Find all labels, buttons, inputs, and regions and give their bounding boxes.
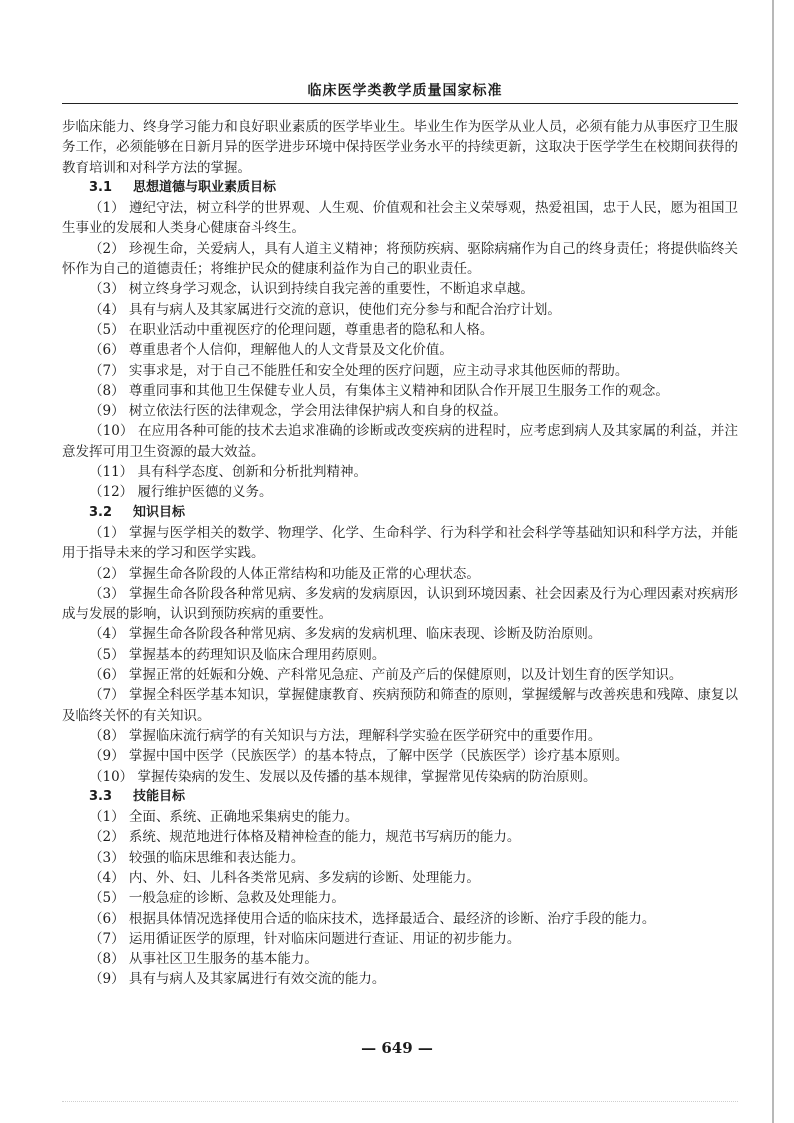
list-item: （3） 掌握生命各阶段各种常见病、多发病的发病原因，认识到环境因素、社会因素及行为心理因素对疾病形成与发展的影响，认识到预防疾病的重要性。 [62, 585, 738, 623]
list-item: （6） 掌握正常的妊娠和分娩、产科常见急症、产前及产后的保健原则，以及计划生育的医学知识。 [89, 667, 683, 684]
list-item: （12） 履行维护医德的义务。 [89, 484, 273, 501]
list-item: （8） 掌握临床流行病学的有关知识与方法，理解科学实验在医学研究中的重要作用。 [89, 727, 602, 744]
list-item: （9） 树立依法行医的法律观念，学会用法律保护病人和自身的权益。 [89, 403, 507, 420]
list-item: （1） 遵纪守法，树立科学的世界观、人生观、价值观和社会主义荣辱观，热爱祖国，忠于人民，愿为祖国卫生事业的发展和人类身心健康奋斗终生。 [62, 200, 738, 237]
section-title: 技能目标 [133, 788, 186, 804]
section-heading [62, 178, 738, 198]
list-item: （3） 较强的临床思维和表达能力。 [89, 849, 305, 866]
list-item: （7） 实事求是，对于自己不能胜任和安全处理的医疗问题，应主动寻求其他医师的帮助。 [89, 362, 629, 379]
list-item: （6） 根据具体情况选择使用合适的临床技术，选择最适合、最经济的诊断、治疗手段的能力。 [89, 910, 656, 927]
footer-scan-rule [62, 1101, 738, 1102]
list-item: （2） 系统、规范地进行体格及精神检查的能力，规范书写病历的能力。 [89, 829, 521, 846]
running-header: 临床医学类教学质量国家标准 [307, 83, 503, 99]
section-heading [62, 503, 738, 523]
section-number: 3.1 [89, 179, 113, 195]
list-item: （8） 从事社区卫生服务的基本能力。 [89, 951, 318, 968]
list-item: （5） 一般急症的诊断、急救及处理能力。 [89, 890, 345, 907]
list-item: （8） 尊重同事和其他卫生保健专业人员，有集体主义精神和团队合作开展卫生服务工作的观念。 [89, 382, 669, 399]
section-title: 知识目标 [133, 504, 186, 520]
section-number: 3.2 [89, 504, 113, 520]
list-item: （5） 在职业活动中重视医疗的伦理问题，尊重患者的隐私和人格。 [89, 321, 494, 338]
list-item: （4） 掌握生命各阶段各种常见病、多发病的发病机理、临床表现、诊断及防治原则。 [89, 626, 602, 643]
list-item: （5） 掌握基本的药理知识及临床合理用药原则。 [89, 646, 386, 663]
list-item: （2） 珍视生命，关爱病人，具有人道主义精神；将预防疾病、驱除病痛作为自己的终身责任；将提供临终关怀作为自己的道德责任；将维护民众的健康利益作为自己的职业责任。 [62, 240, 738, 278]
list-item: （11） 具有科学态度、创新和分析批判精神。 [89, 464, 367, 481]
section-heading [62, 787, 738, 807]
list-item: （10） 在应用各种可能的技术去追求准确的诊断或改变疾病的进程时，应考虑到病人及其家属的利益，并注意发挥可用卫生资源的最大效益。 [62, 423, 738, 460]
list-item: （4） 具有与病人及其家属进行交流的意识，使他们充分参与和配合治疗计划。 [89, 301, 561, 318]
intro-paragraph: 步临床能力、终身学习能力和良好职业素质的医学毕业生。毕业生作为医学从业人员，必须有能力从事医疗卫生服务工作，必须能够在日新月异的医学进步环境中保持医学业务水平的持续更新，这取决于医学学生在校期间获得的教育培训和对科学方法的掌握。 [62, 119, 738, 176]
page-number: — 649 — [361, 1039, 433, 1057]
list-item: （7） 掌握全科医学基本知识，掌握健康教育、疾病预防和筛查的原则，掌握缓解与改善疾患和残障、康复以及临终关怀的有关知识。 [62, 687, 738, 724]
list-item: （1） 全面、系统、正确地采集病史的能力。 [89, 809, 359, 826]
section-number: 3.3 [89, 788, 113, 804]
section-title: 思想道德与职业素质目标 [133, 179, 277, 195]
list-item: （7） 运用循证医学的原理，针对临床问题进行查证、用证的初步能力。 [89, 930, 521, 947]
list-item: （10） 掌握传染病的发生、发展以及传播的基本规律，掌握常见传染病的防治原则。 [89, 768, 597, 785]
body-text [62, 117, 738, 990]
scan-edge-line [772, 0, 774, 1123]
list-item: （1） 掌握与医学相关的数学、物理学、化学、生命科学、行为科学和社会科学等基础知识和科学方法，并能用于指导未来的学习和医学实践。 [62, 524, 738, 562]
header-rule [62, 103, 738, 104]
list-item: （6） 尊重患者个人信仰，理解他人的人文背景及文化价值。 [89, 342, 453, 359]
list-item: （9） 掌握中国中医学（民族医学）的基本特点，了解中医学（民族医学）诊疗基本原则。 [89, 748, 629, 765]
list-item: （3） 树立终身学习观念，认识到持续自我完善的重要性，不断追求卓越。 [89, 281, 534, 298]
list-item: （9） 具有与病人及其家属进行有效交流的能力。 [89, 971, 386, 988]
list-item: （4） 内、外、妇、儿科各类常见病、多发病的诊断、处理能力。 [89, 869, 480, 886]
list-item: （2） 掌握生命各阶段的人体正常结构和功能及正常的心理状态。 [89, 565, 480, 582]
